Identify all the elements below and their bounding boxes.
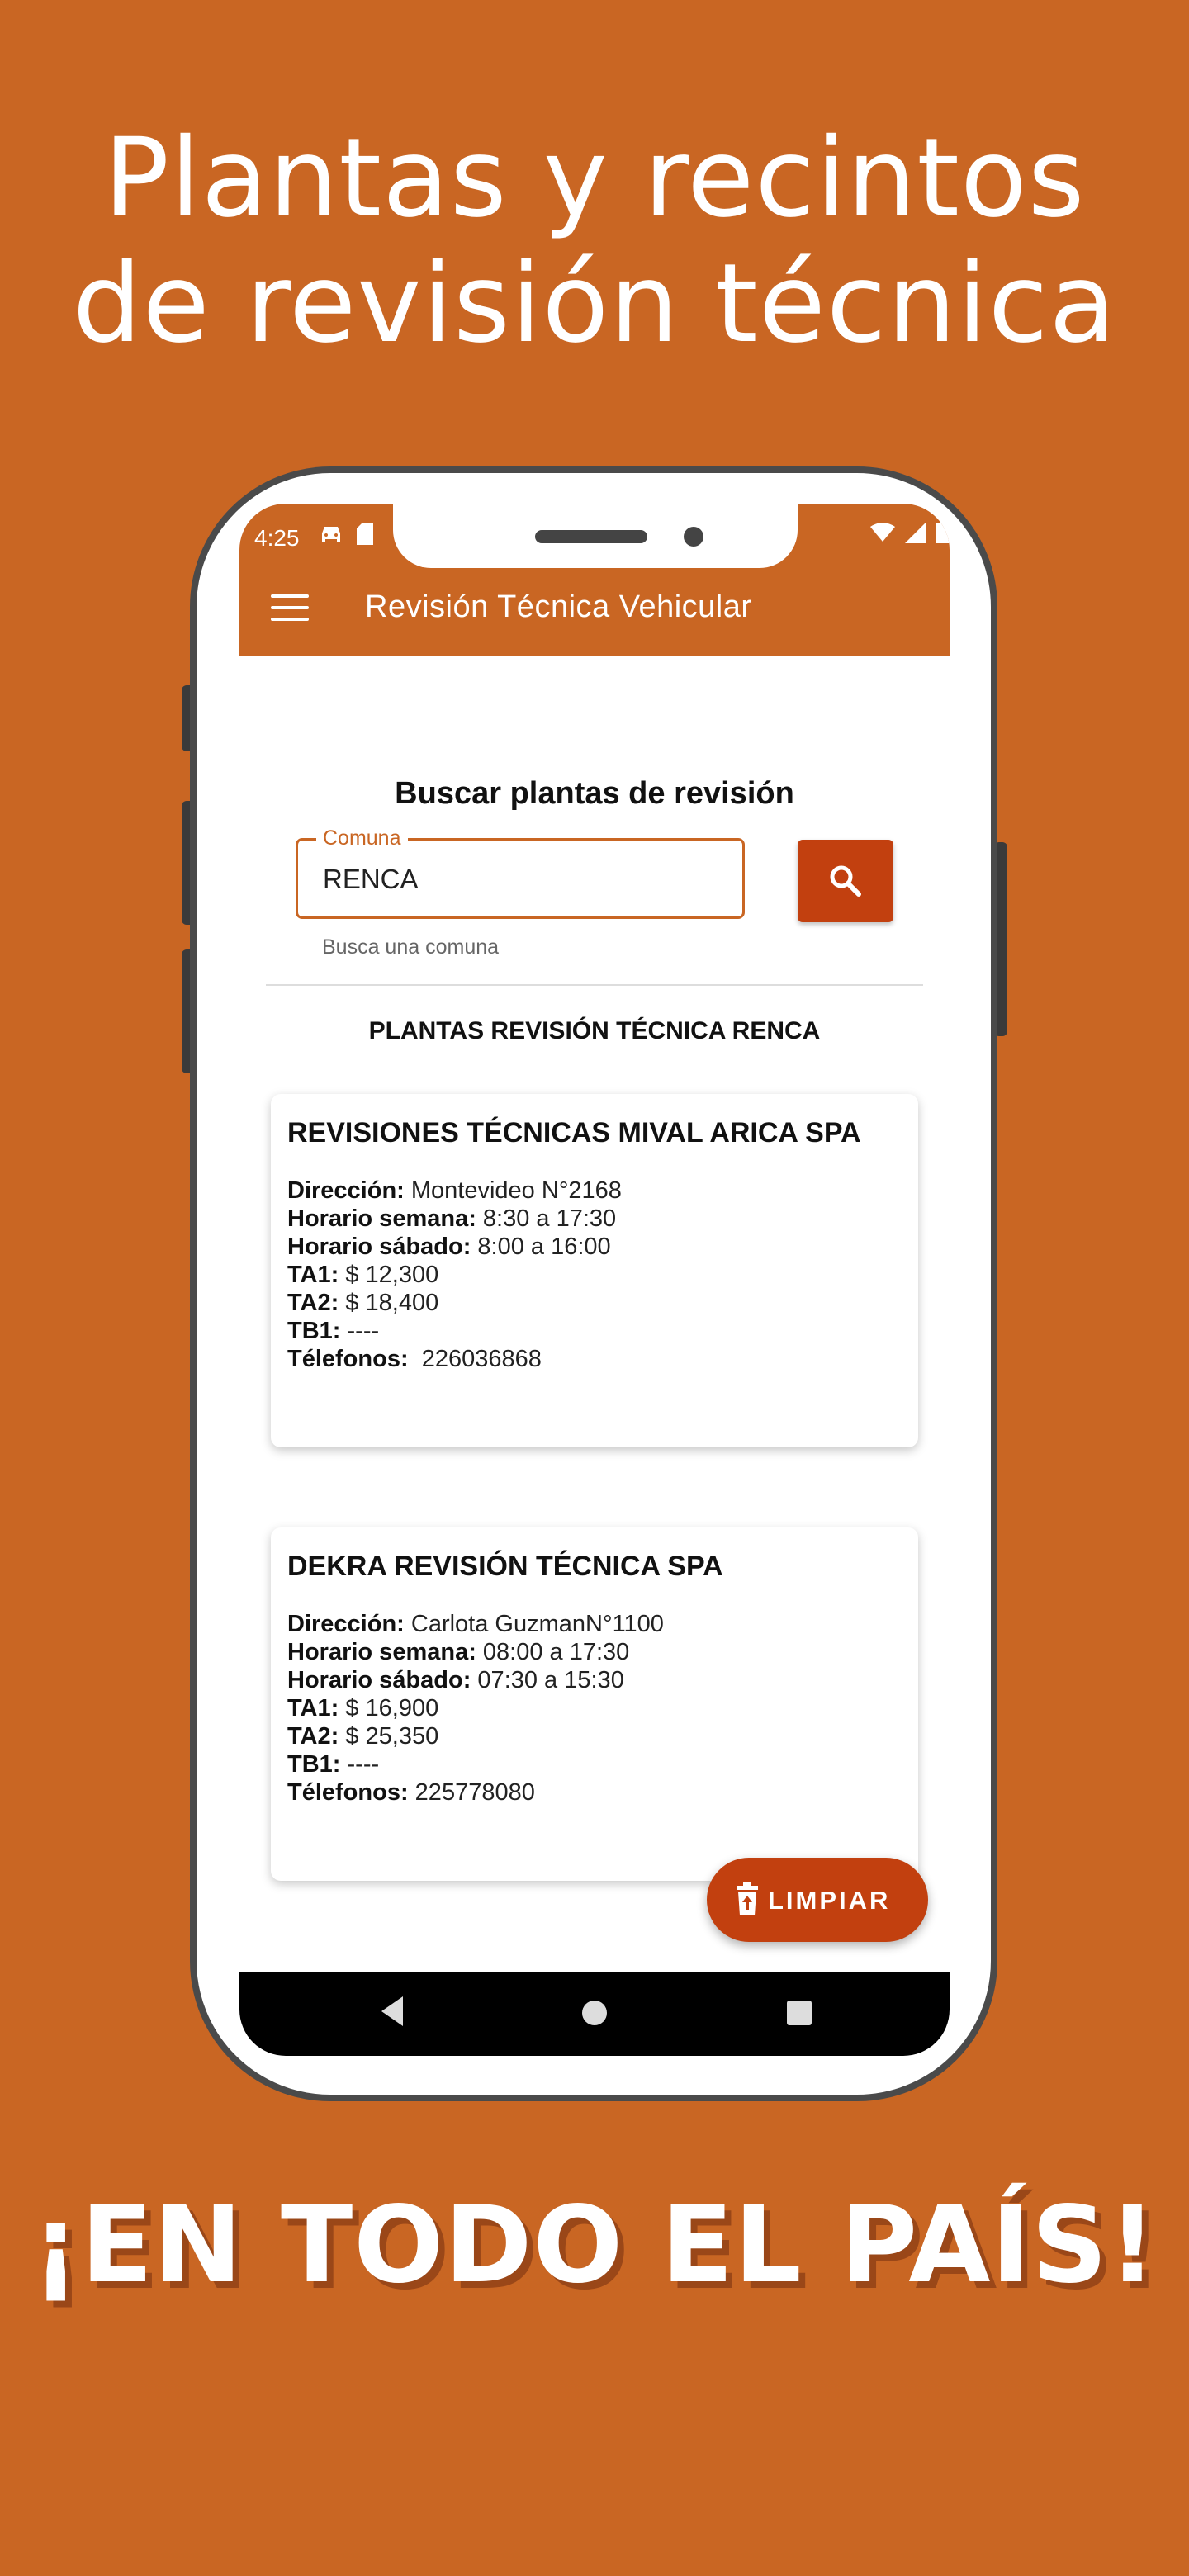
plant-saturday-hours: Horario sábado: 8:00 a 16:00	[287, 1234, 611, 1260]
comuna-input[interactable]	[323, 860, 719, 898]
system-nav-bar	[239, 1972, 950, 2056]
hamburger-menu-icon[interactable]	[271, 594, 309, 624]
search-button[interactable]	[798, 840, 893, 922]
app-bar-title: Revisión Técnica Vehicular	[365, 590, 752, 624]
plant-phone: Télefonos: 226036868	[287, 1346, 542, 1372]
plant-card	[271, 1527, 918, 1881]
plant-name: REVISIONES TÉCNICAS MIVAL ARICA SPA	[287, 1117, 861, 1148]
trash-icon	[735, 1882, 760, 1915]
plant-tb1-price: TB1: ----	[287, 1318, 380, 1344]
headline-line-1: Plantas y recintos	[103, 115, 1086, 242]
search-icon	[827, 863, 864, 899]
back-icon[interactable]	[378, 1995, 406, 2028]
plant-ta1-price: TA1: $ 16,900	[287, 1695, 439, 1721]
car-icon	[319, 523, 343, 545]
plant-ta1-price: TA1: $ 12,300	[287, 1262, 439, 1288]
battery-icon	[936, 522, 950, 543]
comuna-helper-text: Busca una comuna	[322, 935, 500, 959]
signal-icon	[905, 522, 926, 543]
promo-headline	[0, 116, 1189, 367]
sd-card-icon	[357, 523, 373, 545]
wifi-icon	[870, 522, 895, 543]
status-time: 4:25	[254, 525, 300, 551]
comuna-field-label: Comuna	[316, 826, 408, 850]
plant-ta2-price: TA2: $ 25,350	[287, 1723, 439, 1750]
plant-tb1-price: TB1: ----	[287, 1751, 380, 1778]
clear-fab-button[interactable]	[707, 1858, 928, 1942]
plant-ta2-price: TA2: $ 18,400	[287, 1290, 439, 1316]
home-icon[interactable]	[580, 1998, 609, 2028]
plant-card	[271, 1094, 918, 1447]
camera-notch	[393, 504, 798, 568]
plant-address: Dirección: Montevideo N°2168	[287, 1177, 622, 1204]
comuna-field[interactable]	[296, 826, 745, 919]
status-icons-left	[319, 523, 373, 545]
plant-weekday-hours: Horario semana: 08:00 a 17:30	[287, 1639, 630, 1665]
front-camera	[684, 527, 703, 547]
plant-phone: Télefonos: 225778080	[287, 1779, 535, 1806]
headline-line-2: de revisión técnica	[72, 240, 1117, 367]
plant-weekday-hours: Horario semana: 8:30 a 17:30	[287, 1205, 617, 1232]
divider	[266, 984, 923, 986]
main-content	[239, 656, 950, 1972]
results-title: PLANTAS REVISIÓN TÉCNICA RENCA	[368, 1017, 821, 1044]
plant-name: DEKRA REVISIÓN TÉCNICA SPA	[287, 1551, 723, 1582]
plant-details	[287, 1177, 622, 1373]
speaker-grille	[535, 530, 647, 543]
status-icons-right	[870, 522, 950, 543]
app-bar	[239, 504, 950, 656]
promo-tagline: ¡EN TODO EL PAÍS!	[31, 2184, 1158, 2307]
plant-saturday-hours: Horario sábado: 07:30 a 15:30	[287, 1667, 624, 1693]
search-title: Buscar plantas de revisión	[395, 776, 794, 811]
plant-details	[287, 1610, 664, 1807]
plant-address: Dirección: Carlota GuzmanN°1100	[287, 1611, 664, 1637]
clear-fab-label: LIMPIAR	[768, 1886, 891, 1915]
recents-icon[interactable]	[786, 2000, 812, 2026]
phone-screen	[239, 504, 950, 2056]
